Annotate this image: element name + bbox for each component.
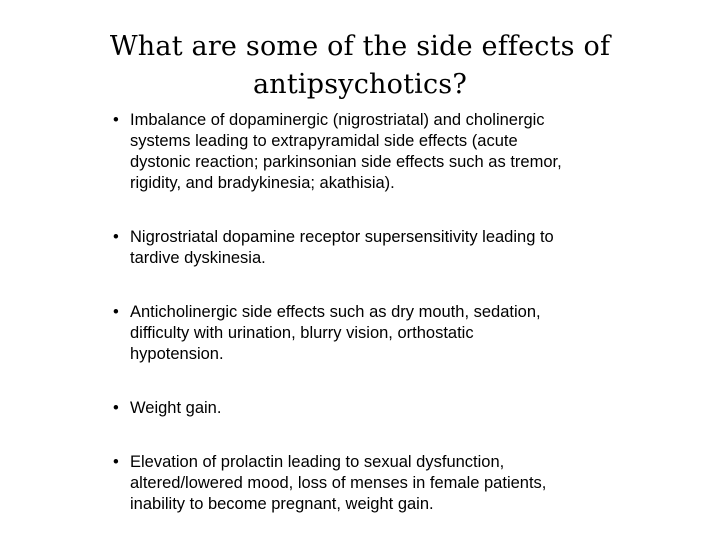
- bullet-dot: •: [113, 453, 119, 471]
- bullet-text-line: hypotension.: [130, 345, 224, 363]
- slide-title: [100, 28, 620, 104]
- bullet-text: [130, 110, 673, 194]
- bullet-list: [113, 110, 673, 515]
- bullet-dot: •: [113, 228, 119, 246]
- bullet-text-line: Elevation of prolactin leading to sexual dysfunction,: [130, 453, 505, 471]
- bullet-text-line: difficulty with urination, blurry vision, orthostatic: [130, 324, 474, 342]
- bullet-item: [113, 302, 673, 365]
- bullet-dot: •: [113, 303, 119, 321]
- bullet-item: [113, 227, 673, 269]
- bullet-text-line: Imbalance of dopaminergic (nigrostriatal) and cholinergic: [130, 111, 545, 129]
- bullet-item: [113, 110, 673, 194]
- bullet-text: [130, 227, 673, 269]
- bullet-text-line: Anticholinergic side effects such as dry mouth, sedation,: [130, 303, 541, 321]
- bullet-dot: •: [113, 111, 119, 129]
- bullet-text-line: tardive dyskinesia.: [130, 249, 266, 267]
- bullet-text: [130, 452, 673, 515]
- bullet-text-line: dystonic reaction; parkinsonian side effects such as tremor,: [130, 153, 562, 171]
- bullet-text: [130, 302, 673, 365]
- slide-title-line: antipsychotics?: [252, 69, 468, 100]
- bullet-item: [113, 452, 673, 515]
- bullet-text-line: Weight gain.: [130, 399, 222, 417]
- bullet-text-line: systems leading to extrapyramidal side effects (acute: [130, 132, 518, 150]
- slide-title-line: What are some of the side effects of: [109, 31, 611, 62]
- bullet-text-line: rigidity, and bradykinesia; akathisia).: [130, 174, 395, 192]
- bullet-text: [130, 398, 673, 419]
- bullet-dot: •: [113, 399, 119, 417]
- bullet-item: [113, 398, 673, 419]
- bullet-text-line: altered/lowered mood, loss of menses in female patients,: [130, 474, 547, 492]
- bullet-text-line: Nigrostriatal dopamine receptor supersensitivity leading to: [130, 228, 554, 246]
- bullet-text-line: inability to become pregnant, weight gain.: [130, 495, 434, 513]
